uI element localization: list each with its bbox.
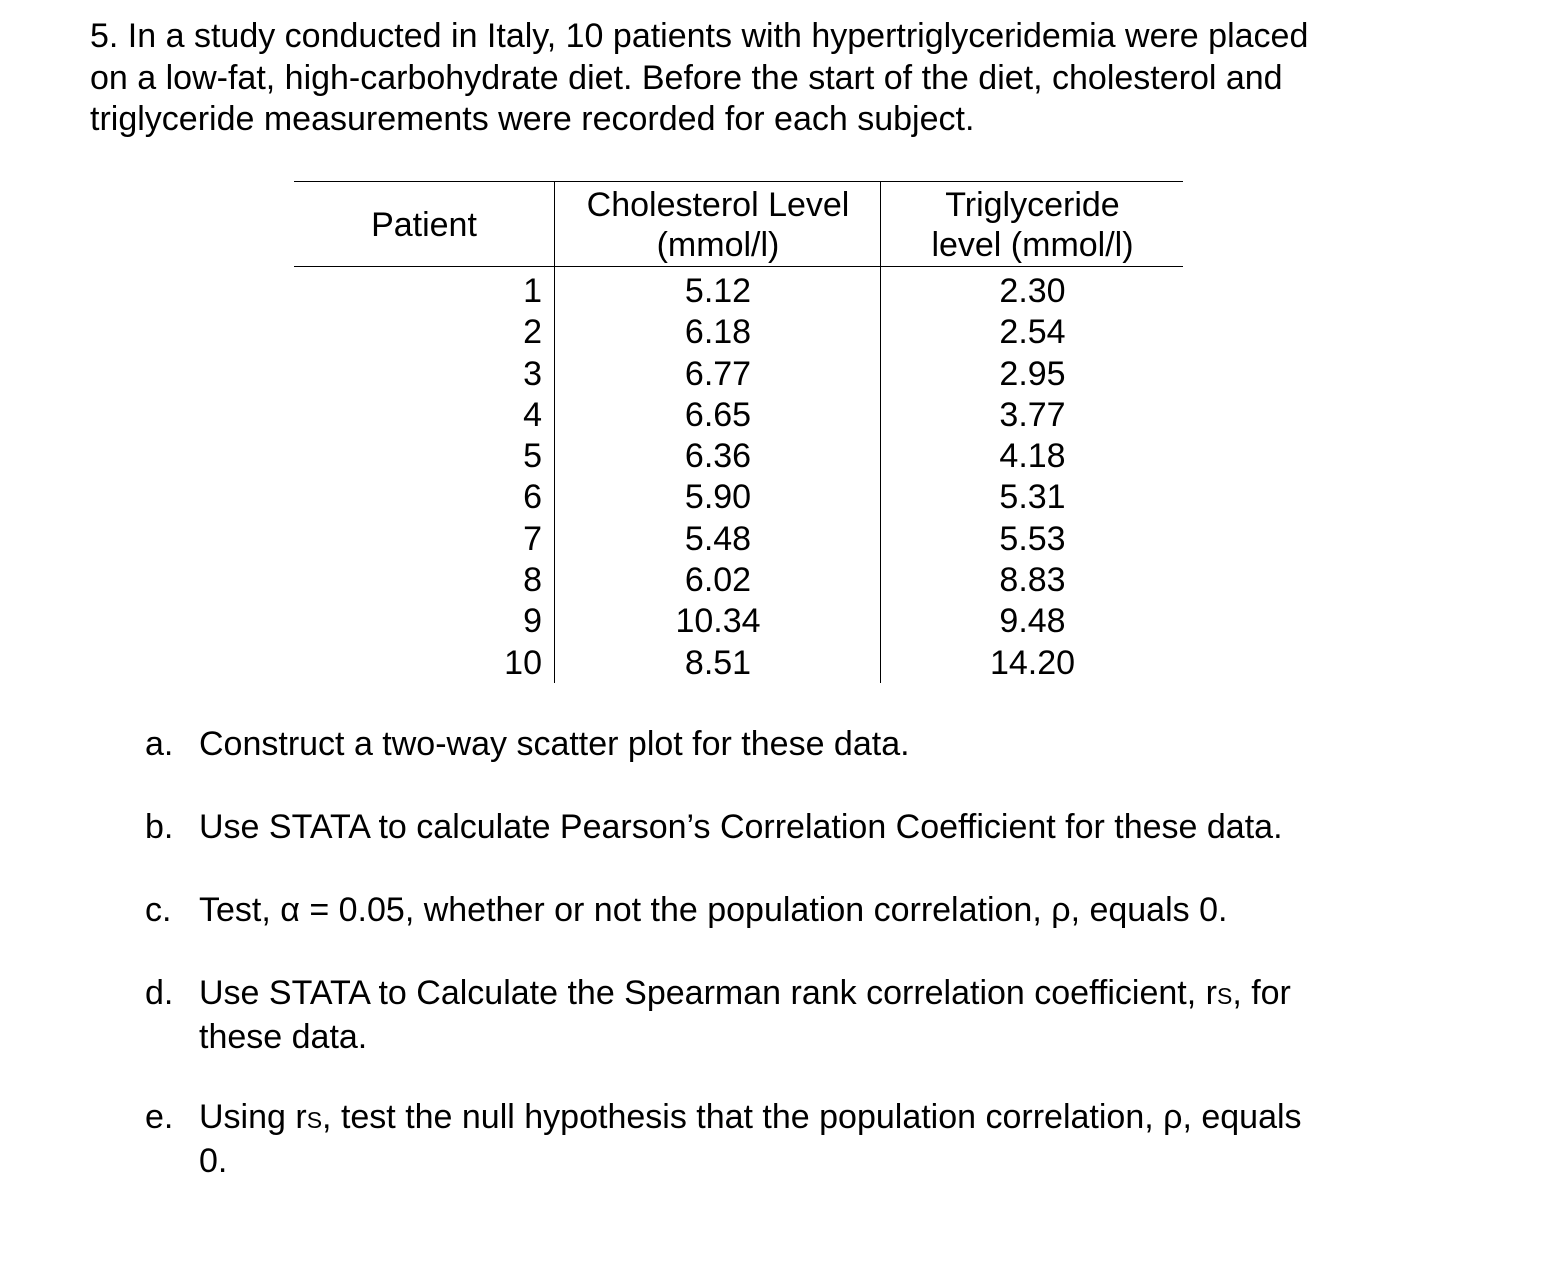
question-text-run: , test the null hypothesis that the population correlation, ρ, equals	[322, 1098, 1302, 1136]
patient-column	[294, 271, 542, 684]
column-header-label: Patient	[371, 206, 477, 244]
question-line: these data.	[199, 1018, 368, 1056]
question-text-run: Using r	[199, 1098, 307, 1136]
column-header-label: level (mmol/l)	[931, 226, 1134, 264]
table-cell-cholesterol: 6.77	[684, 354, 752, 393]
column-header-patient	[294, 205, 554, 245]
table-cell-triglyceride: 2.54	[999, 313, 1066, 352]
table-cell-patient: 3	[523, 354, 542, 393]
problem-statement-line: on a low-fat, high-carbohydrate diet. Before the start of the diet, cholesterol and	[90, 58, 1283, 97]
table-cell-triglyceride: 3.77	[999, 395, 1066, 434]
question-line	[199, 973, 1449, 1017]
table-cell-patient: 1	[523, 272, 542, 310]
table-cell-triglyceride: 4.18	[999, 437, 1066, 476]
table-cell-patient: 6	[523, 478, 542, 517]
column-header-label: (mmol/l)	[656, 226, 780, 264]
table-column-divider	[554, 181, 555, 683]
table-cell-triglyceride: 5.53	[999, 519, 1066, 558]
table-cell-cholesterol: 6.36	[684, 437, 752, 476]
question-letter: e.	[145, 1098, 174, 1136]
question-text	[199, 724, 1449, 765]
table-cell-patient: 7	[523, 519, 542, 558]
triglyceride-column	[882, 271, 1183, 684]
column-header-label: Triglyceride	[945, 186, 1120, 224]
question-line: Test, α = 0.05, whether or not the population correlation, ρ, equals 0.	[199, 891, 1228, 929]
cholesterol-column	[556, 271, 880, 684]
table-cell-cholesterol: 5.12	[684, 272, 752, 310]
question-text	[199, 973, 1449, 1058]
table-cell-triglyceride: 14.20	[989, 643, 1076, 682]
table-cell-triglyceride: 2.95	[999, 354, 1066, 393]
subscript-s: S	[1216, 983, 1233, 1009]
table-cell-triglyceride: 9.48	[999, 602, 1066, 641]
data-table	[294, 181, 1183, 683]
question-letter: d.	[145, 974, 174, 1012]
question-text	[199, 1097, 1449, 1182]
table-cell-patient: 2	[523, 313, 542, 352]
column-header-triglyceride	[882, 185, 1183, 265]
table-header-rule	[294, 266, 1183, 267]
table-cell-patient: 8	[523, 561, 542, 600]
question-letter: c.	[145, 891, 172, 929]
table-cell-triglyceride: 8.83	[999, 561, 1066, 600]
table-cell-cholesterol: 8.51	[684, 643, 752, 682]
table-cell-patient: 10	[504, 643, 542, 682]
column-header-cholesterol	[556, 185, 880, 265]
question-text	[199, 890, 1449, 931]
subscript-s: S	[306, 1107, 323, 1133]
problem-statement-line: 5. In a study conducted in Italy, 10 patients with hypertriglyceridemia were placed	[90, 17, 1309, 55]
table-cell-cholesterol: 5.90	[684, 478, 752, 517]
question-text	[199, 807, 1449, 848]
question-line: 0.	[199, 1142, 228, 1180]
table-cell-patient: 9	[523, 602, 542, 641]
question-letter: a.	[145, 725, 174, 763]
table-cell-cholesterol: 6.65	[684, 395, 752, 434]
table-cell-triglyceride: 2.30	[999, 272, 1066, 310]
question-text-run: Use STATA to Calculate the Spearman rank correlation coefficient, r	[199, 974, 1217, 1012]
table-cell-triglyceride: 5.31	[999, 478, 1066, 517]
table-top-rule	[294, 181, 1183, 182]
table-column-divider	[880, 181, 881, 683]
problem-statement-line: triglyceride measurements were recorded for each subject.	[90, 100, 975, 138]
question-letter: b.	[145, 808, 174, 846]
table-cell-patient: 4	[523, 395, 542, 434]
table-cell-cholesterol: 10.34	[675, 602, 761, 641]
table-cell-cholesterol: 5.48	[684, 519, 752, 558]
question-line	[199, 1097, 1449, 1141]
question-text-run: , for	[1232, 974, 1291, 1012]
column-header-label: Cholesterol Level	[586, 186, 850, 224]
problem-statement	[90, 16, 1490, 141]
table-cell-patient: 5	[523, 437, 542, 476]
question-line: Use STATA to calculate Pearson’s Correlation Coefficient for these data.	[199, 808, 1283, 846]
question-line: Construct a two-way scatter plot for these data.	[199, 725, 910, 763]
table-cell-cholesterol: 6.02	[684, 561, 752, 600]
table-cell-cholesterol: 6.18	[684, 313, 752, 352]
